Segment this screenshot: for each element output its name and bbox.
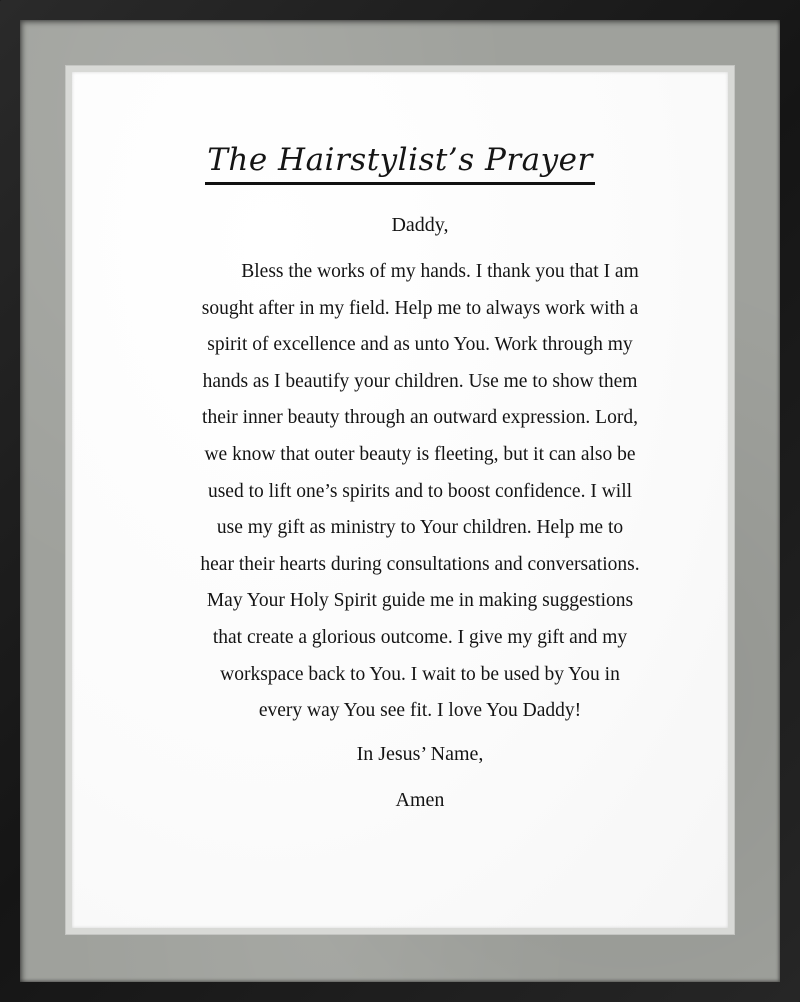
- prayer-line: hands as I beautify your children. Use me to show them: [202, 370, 638, 392]
- prayer-line: we know that outer beauty is fleeting, but it can also be: [204, 443, 636, 465]
- prayer-line: their inner beauty through an outward expression. Lord,: [202, 407, 638, 429]
- prayer-line: spirit of excellence and as unto You. Work through my: [207, 334, 633, 356]
- prayer-line: every way You see fit. I love You Daddy!: [258, 700, 582, 722]
- prayer-line: Bless the works of my hands. I thank you that I am: [241, 261, 639, 282]
- title-container: [0, 140, 800, 185]
- prayer-line: sought after in my field. Help me to always work with a: [201, 297, 639, 319]
- prayer-line: used to lift one’s spirits and to boost confidence. I will: [207, 480, 633, 502]
- closing-line: In Jesus’ Name,: [356, 743, 484, 765]
- prayer-line: May Your Holy Spirit guide me in making suggestions: [206, 590, 634, 612]
- salutation: Daddy,: [391, 214, 449, 236]
- prayer-body: [170, 254, 670, 730]
- prayer-line: use my gift as ministry to Your children. Help me to: [216, 517, 624, 539]
- prayer-line: hear their hearts during consultations and conversations.: [200, 553, 640, 575]
- prayer-line: that create a glorious outcome. I give my gift and my: [212, 626, 628, 648]
- document-title: The Hairstylist’s Prayer: [205, 140, 595, 185]
- prayer-line: workspace back to You. I wait to be used by You in: [220, 663, 620, 685]
- amen-line: Amen: [395, 789, 445, 811]
